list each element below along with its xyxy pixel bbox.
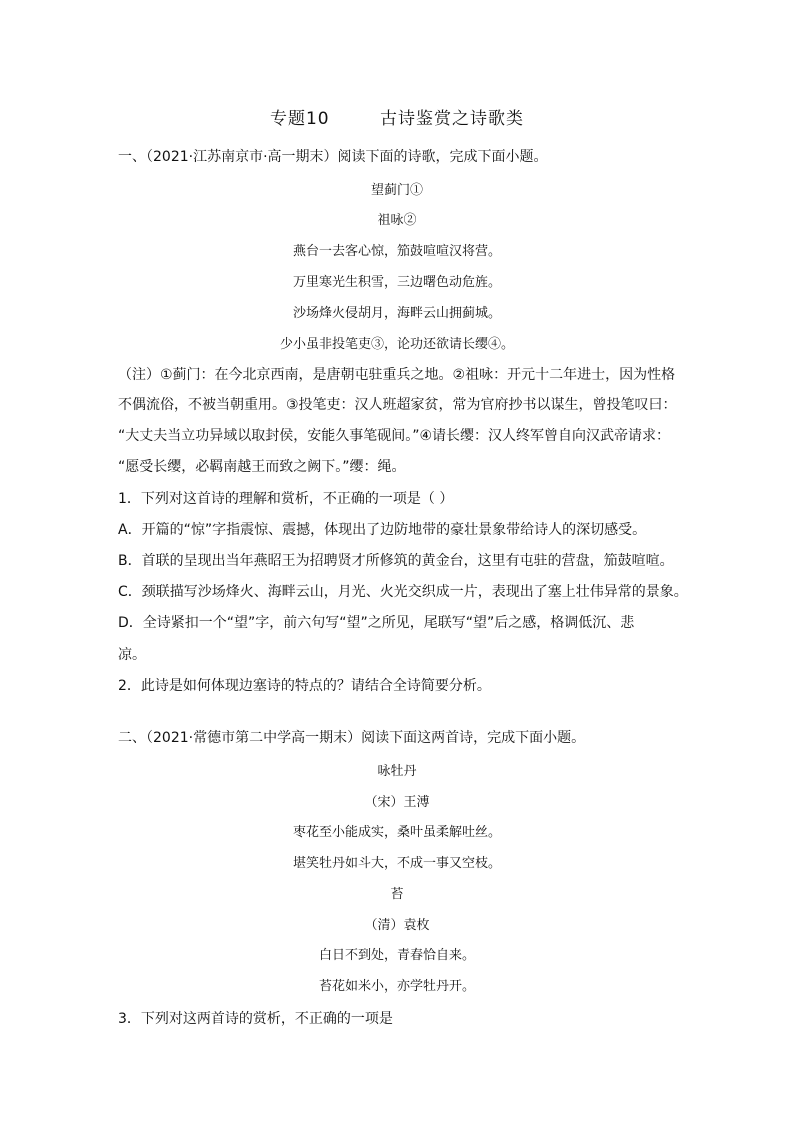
- option-d: D．全诗紧扣一个“望”字，前六句写“望”之所见，尾联写“望”后之感，格调低沉、悲: [118, 615, 635, 631]
- question-1: 1．下列对这首诗的理解和赏析，不正确的一项是（ ）: [118, 491, 454, 507]
- section2-heading: 二、（2021·常德市第二中学高一期末）阅读下面这两首诗，完成下面小题。: [118, 730, 586, 746]
- option-b: B．首联的呈现出当年燕昭王为招聘贤才所修筑的黄金台，这里有屯驻的营盘，笳鼓喧喧。: [118, 553, 674, 569]
- question-2: 2．此诗是如何体现边塞诗的特点的？请结合全诗简要分析。: [118, 678, 491, 694]
- poem2-line: 苔花如米小，亦学牡丹开。: [318, 979, 475, 994]
- option-a: A．开篇的“惊”字指震惊、震撼，体现出了边防地带的豪壮景象带给诗人的深切感受。: [118, 522, 647, 538]
- annotation-line: （注）①蓟门：在今北京西南，是唐朝屯驻重兵之地。②祖咏：开元十二年进士，因为性格: [118, 367, 676, 383]
- poem-line: 沙场烽火侵胡月，海畔云山拥蓟城。: [292, 306, 501, 321]
- poem1-title: 咏牡丹: [377, 764, 417, 779]
- poem1-author: （宋）王溥: [364, 795, 430, 810]
- poem1-line: 堪笑牡丹如斗大，不成一事又空枝。: [292, 856, 501, 871]
- annotation-line: “大丈夫当立功异域以取封侯，安能久事笔砚间。”④请长缨：汉人终军曾自向汉武帝请求：: [118, 428, 671, 444]
- option-c: C．颈联描写沙场烽火、海畔云山，月光、火光交织成一片，表现出了塞上壮伟异常的景象。: [118, 584, 688, 600]
- poem-line: 燕台一去客心惊，笳鼓喧喧汉将营。: [292, 244, 501, 259]
- section1-heading: 一、（2021·江苏南京市·高一期末）阅读下面的诗歌，完成下面小题。: [118, 149, 548, 165]
- poem-line: 万里寒光生积雪，三边曙色动危旌。: [292, 275, 501, 290]
- poem-line: 少小虽非投笔吏③，论功还欲请长缨④。: [279, 337, 514, 352]
- poem-author: 祖咏②: [377, 213, 417, 228]
- page-title: 专题10 古诗鉴赏之诗歌类: [269, 109, 525, 129]
- poem2-title: 苔: [390, 887, 404, 902]
- annotation-line: 不偶流俗，不被当朝重用。③投笔吏：汉人班超家贫，常为官府抄书以谋生，曾投笔叹曰：: [118, 397, 677, 413]
- poem-title: 望蓟门①: [370, 183, 423, 198]
- poem2-author: （清）袁枚: [364, 918, 430, 933]
- annotation-line: “愿受长缨，必羁南越王而致之阙下。”缨：绳。: [118, 459, 406, 475]
- poem1-line: 枣花至小能成实，桑叶虽柔解吐丝。: [292, 825, 501, 840]
- poem2-line: 白日不到处，青春恰自来。: [318, 948, 475, 963]
- question-3: 3．下列对这两首诗的赏析，不正确的一项是: [118, 1011, 393, 1027]
- option-d-continued: 凉。: [118, 647, 146, 663]
